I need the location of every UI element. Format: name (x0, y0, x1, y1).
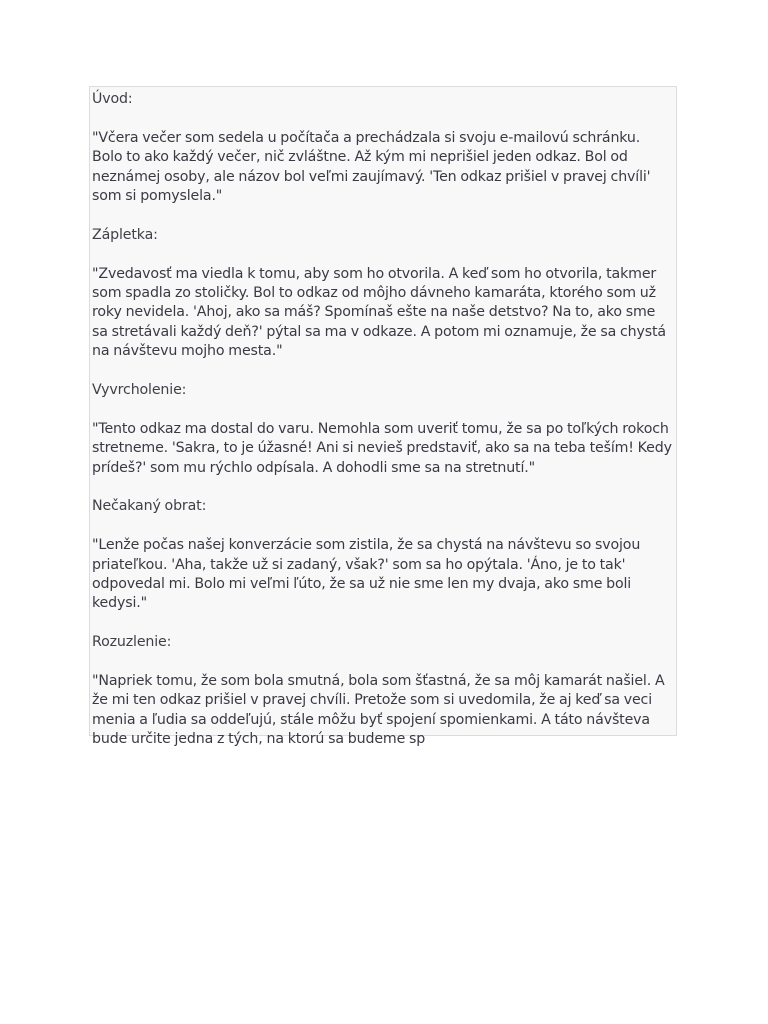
paragraph-climax: "Tento odkaz ma dostal do varu. Nemohla som uveriť tomu, že sa po toľkých rokoch stretneme. 'Sakra, to je úžasné! Ani si nevieš predstaviť, ako sa na teba teším! Kedy prídeš?' som mu rýchlo odpísala. A dohodli sme sa na stretnutí." (92, 420, 672, 476)
section-heading-plot: Zápletka: (92, 226, 158, 243)
paragraph-plot: "Zvedavosť ma viedla k tomu, aby som ho otvorila. A keď som ho otvorila, takmer som spadla zo stoličky. Bol to odkaz od môjho dávneho kamaráta, ktorého som už roky nevidela. 'Ahoj, ako sa máš? Spomínaš ešte na naše detstvo? Na to, ako sme sa stretávali každý deň?' pýtal sa ma v odkaze. A potom mi oznamuje, že sa chystá na návštevu mojho mesta." (92, 265, 666, 360)
paragraph-resolution: "Napriek tomu, že som bola smutná, bola som šťastná, že sa môj kamarát našiel. A že mi ten odkaz prišiel v pravej chvíli. Pretože som si uvedomila, že aj keď sa veci menia a ľudia sa oddeľujú, stále môžu byť spojení spomienkami. A táto návšteva bude určite jedna z tých, na ktorú sa budeme sp (92, 673, 665, 748)
section-heading-intro: Úvod: (92, 91, 133, 107)
text-block (89, 86, 677, 748)
section-heading-resolution: Rozuzlenie: (92, 634, 172, 651)
paragraph-twist: "Lenže počas našej konverzácie som zistila, že sa chystá na návštevu so svojou priateľkou. 'Aha, takže už si zadaný, však?' som sa ho opýtala. 'Áno, je to tak' odpovedal mi. Bolo mi veľmi ľúto, že sa už nie sme len my dvaja, ako sme boli kedysi." (92, 537, 641, 612)
paragraph-intro: "Včera večer som sedela u počítača a prechádzala si svoju e-mailovú schránku. Bolo to ako každý večer, nič zvláštne. Až kým mi neprišiel jeden odkaz. Bol od neznámej osoby, ale názov bol veľmi zaujímavý. 'Ten odkaz prišiel v pravej chvíli' som si pomyslela." (92, 129, 651, 205)
section-heading-twist: Nečakaný obrat: (92, 498, 207, 515)
section-heading-climax: Vyvrcholenie: (92, 382, 187, 399)
